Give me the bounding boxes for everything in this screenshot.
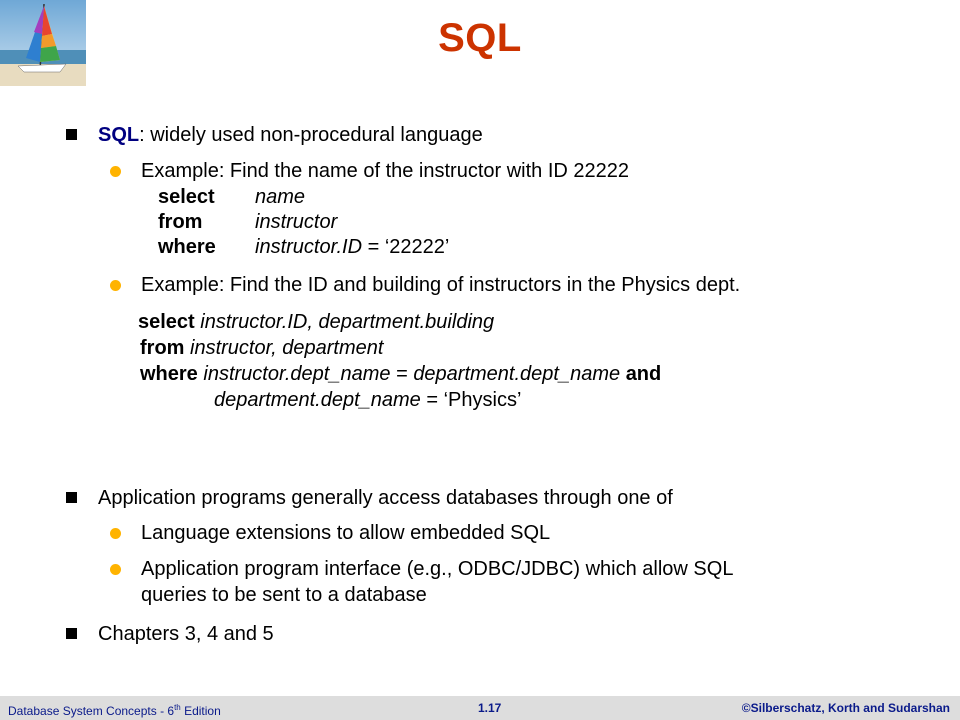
footer-copyright: ©Silberschatz, Korth and Sudarshan xyxy=(741,701,950,715)
query1-select-row xyxy=(158,185,305,209)
footer-book-suffix: Edition xyxy=(180,704,221,718)
query2-from-line xyxy=(140,336,383,360)
query2-continuation-value: department.dept_name xyxy=(214,389,421,411)
query2-where-value: instructor.dept_name xyxy=(203,363,391,385)
query2-continuation-rest: = ‘Physics’ xyxy=(420,389,522,411)
query2-from-value: instructor, department xyxy=(190,337,384,359)
bullet-application-programs: Application programs generally access databases through one of xyxy=(98,487,673,509)
circle-bullet-icon xyxy=(110,528,121,539)
bullet-chapters: Chapters 3, 4 and 5 xyxy=(98,623,274,645)
query1-where-rest: = ‘22222’ xyxy=(362,236,450,258)
footer-page-number: 1.17 xyxy=(478,701,502,715)
sub-bullet-api-line1: Application program interface (e.g., ODBC/JDBC) which allow SQL xyxy=(141,558,734,580)
query1-select-keyword: select xyxy=(158,186,215,208)
circle-bullet-icon xyxy=(110,564,121,575)
square-bullet-icon xyxy=(66,628,77,639)
footer-book-title xyxy=(8,700,221,719)
query2-where-line xyxy=(140,362,661,386)
sql-keyword: SQL xyxy=(98,124,140,146)
circle-bullet-icon xyxy=(110,166,121,177)
query1-where-row xyxy=(158,235,449,259)
query2-select-value: instructor.ID, department.building xyxy=(200,311,495,333)
bullet-sql-definition xyxy=(98,123,483,147)
query1-where-value: instructor.ID xyxy=(255,236,363,258)
example-1-text: Example: Find the name of the instructor with ID 22222 xyxy=(141,160,630,182)
slide-title: SQL xyxy=(438,16,522,60)
square-bullet-icon xyxy=(66,129,77,140)
query2-select-line xyxy=(138,310,494,334)
query1-from-keyword: from xyxy=(158,211,203,233)
footer-book-prefix: Database System Concepts - 6 xyxy=(8,704,175,718)
query2-from-keyword: from xyxy=(140,337,185,359)
square-bullet-icon xyxy=(66,492,77,503)
sql-definition-text: : widely used non-procedural language xyxy=(139,124,483,146)
sub-bullet-api-line2: queries to be sent to a database xyxy=(141,584,427,606)
query2-continuation-line xyxy=(214,388,521,412)
query2-equals: = xyxy=(390,363,414,385)
circle-bullet-icon xyxy=(110,280,121,291)
footer-book-sup: th xyxy=(174,703,181,712)
query1-from-value: instructor xyxy=(255,211,338,233)
query1-where-keyword: where xyxy=(158,236,216,258)
query1-from-row xyxy=(158,210,337,234)
query2-select-keyword: select xyxy=(138,311,195,333)
query2-and-keyword: and xyxy=(625,363,662,385)
example-2-text: Example: Find the ID and building of instructors in the Physics dept. xyxy=(141,274,741,296)
query1-select-value: name xyxy=(255,186,306,208)
sub-bullet-language-extensions: Language extensions to allow embedded SQL xyxy=(141,522,551,544)
query2-where-value-2: department.dept_name xyxy=(413,363,621,385)
query2-where-keyword: where xyxy=(140,363,198,385)
